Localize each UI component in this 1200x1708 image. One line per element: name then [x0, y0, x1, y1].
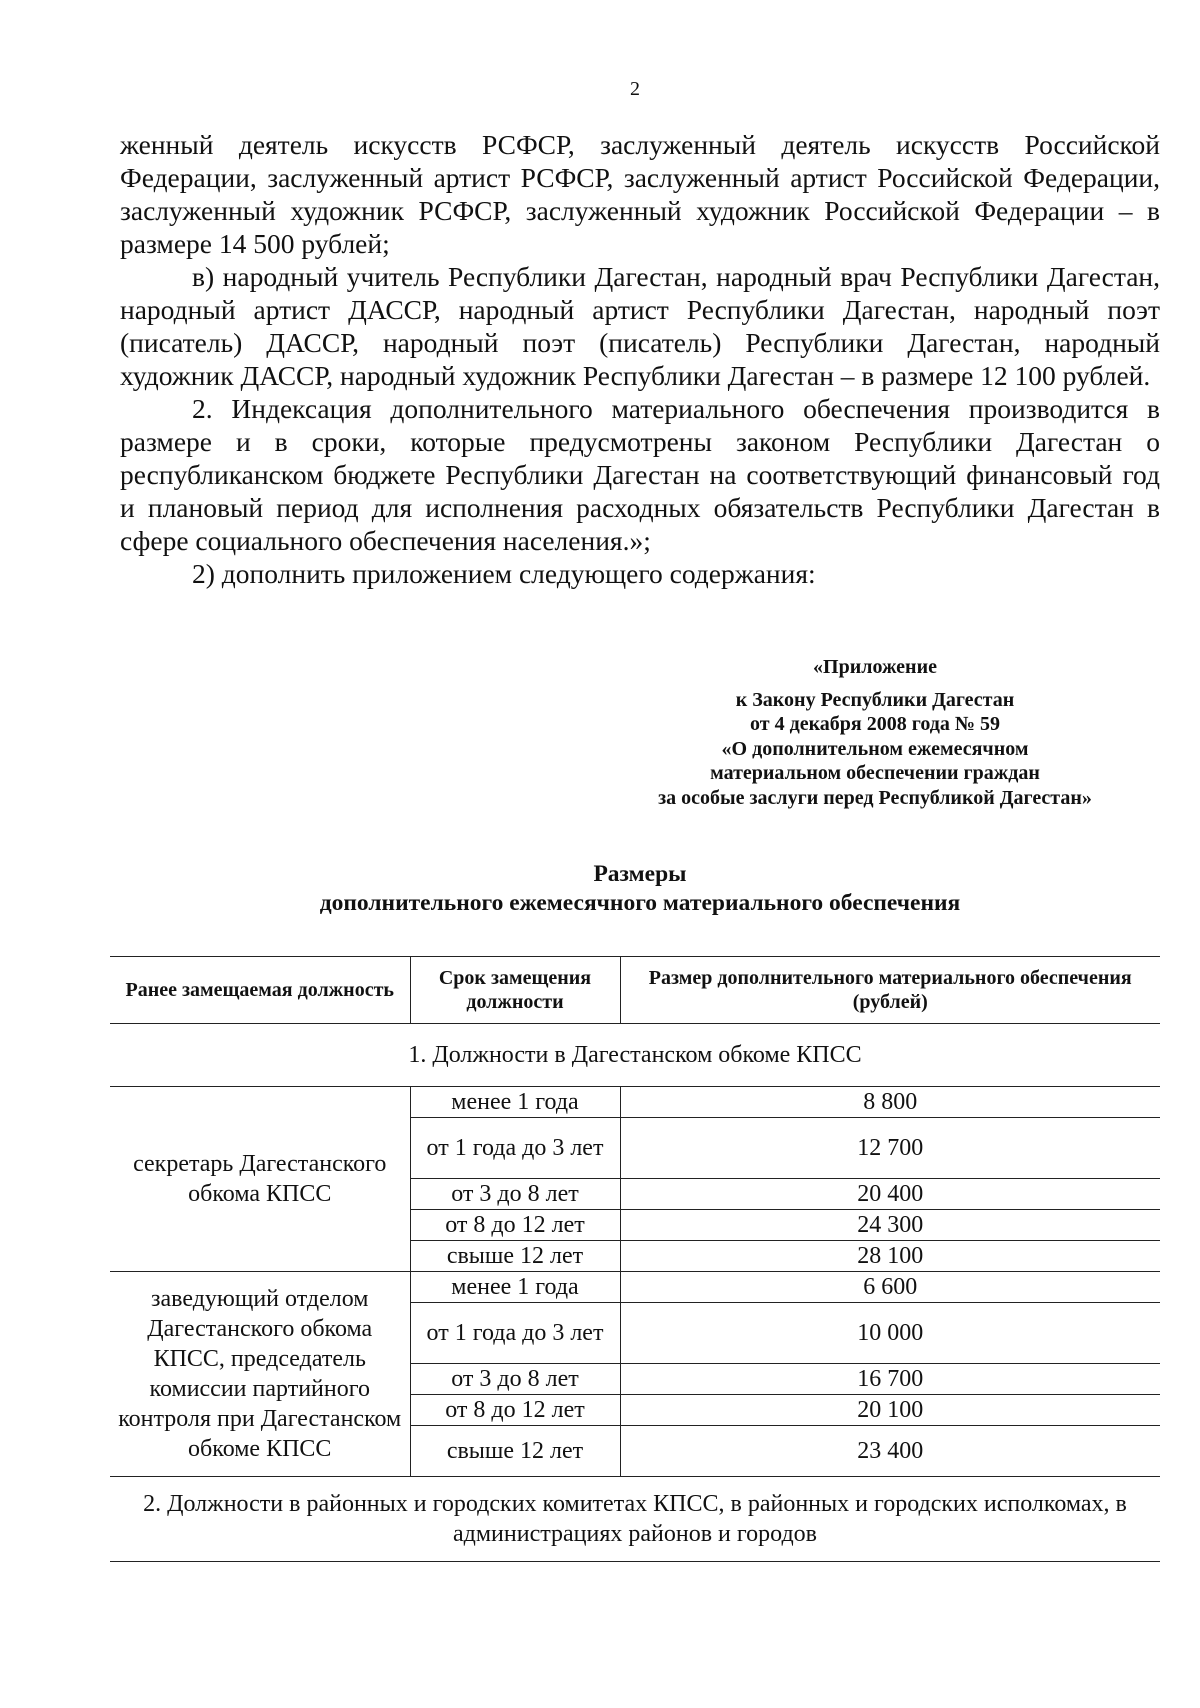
appendix-line: от 4 декабря 2008 года № 59: [750, 713, 1000, 735]
appendix-line: к Закону Республики Дагестан: [735, 688, 1015, 711]
term-cell: менее 1 года: [410, 1272, 620, 1303]
section-heading: 1. Должности в Дагестанском обкоме КПСС: [110, 1024, 1160, 1087]
position-cell: секретарь Дагестанского обкома КПСС: [110, 1087, 410, 1272]
table-title: [0, 860, 1200, 918]
appendix-heading: «Приложение: [813, 656, 937, 678]
appendix-line: за особые заслуги перед Республикой Дагестан»: [658, 786, 1092, 809]
paragraph: 2. Индексация дополнительного материального обеспечения производится в размере и в сроки, которые предусмотрены законом Республики Дагестан о республиканском бюджете Республики Дагестан на соответствующий финансовый год и плановый период для исполнения расходных обязательств Республики Дагестан в сфере социального обеспечения населения.»;: [120, 393, 1160, 556]
header-amount: Размер дополнительного материального обеспечения (рублей): [620, 957, 1160, 1024]
title-line: Размеры: [593, 861, 687, 887]
table-row: [110, 1087, 1160, 1118]
title-line: дополнительного ежемесячного материального обеспечения: [319, 890, 961, 916]
term-cell: от 3 до 8 лет: [410, 1179, 620, 1210]
body-text: [120, 128, 1160, 590]
term-cell: свыше 12 лет: [410, 1426, 620, 1477]
term-cell: от 1 года до 3 лет: [410, 1303, 620, 1364]
term-cell: свыше 12 лет: [410, 1241, 620, 1272]
paragraph: 2) дополнить приложением следующего содержания:: [192, 558, 816, 589]
section-row: [110, 1477, 1160, 1562]
appendix-spacer: [600, 680, 1150, 688]
appendix-header: [600, 655, 1150, 810]
term-cell: от 8 до 12 лет: [410, 1395, 620, 1426]
term-cell: от 8 до 12 лет: [410, 1210, 620, 1241]
table-header-row: [110, 957, 1160, 1024]
position-cell: заведующий отделом Дагестанского обкома КПСС, председатель комиссии партийного контроля при Дагестанском обкоме КПСС: [110, 1272, 410, 1477]
appendix-line: материальном обеспечении граждан: [710, 762, 1040, 784]
header-position: Ранее замещаемая должность: [110, 957, 410, 1024]
amount-cell: 12 700: [620, 1118, 1160, 1179]
term-cell: от 1 года до 3 лет: [410, 1118, 620, 1179]
amount-cell: 24 300: [620, 1210, 1160, 1241]
section-row: [110, 1024, 1160, 1087]
amount-cell: 20 100: [620, 1395, 1160, 1426]
page-number: 2: [630, 78, 640, 100]
paragraph: в) народный учитель Республики Дагестан, народный врач Республики Дагестан, народный артист ДАССР, народный артист Республики Дагестан, народный поэт (писатель) ДАССР, народный поэт (писатель) Республики Дагестан, народный художник ДАССР, народный художник Республики Дагестан – в размере 12 100 рублей.: [120, 261, 1160, 391]
paragraph: женный деятель искусств РСФСР, заслуженный деятель искусств Российской Федерации, заслуженный артист РСФСР, заслуженный артист Российской Федерации, заслуженный художник РСФСР, заслуженный художник Российской Федерации – в размере 14 500 рублей;: [120, 129, 1160, 259]
amount-cell: 6 600: [620, 1272, 1160, 1303]
header-term: Срок замещения должности: [410, 957, 620, 1024]
amount-cell: 8 800: [620, 1087, 1160, 1118]
table-row: [110, 1272, 1160, 1303]
term-cell: менее 1 года: [410, 1087, 620, 1118]
amount-cell: 28 100: [620, 1241, 1160, 1272]
appendix-line: «О дополнительном ежемесячном: [721, 737, 1029, 760]
amount-cell: 23 400: [620, 1426, 1160, 1477]
amount-cell: 10 000: [620, 1303, 1160, 1364]
amount-cell: 16 700: [620, 1364, 1160, 1395]
term-cell: от 3 до 8 лет: [410, 1364, 620, 1395]
amount-cell: 20 400: [620, 1179, 1160, 1210]
amounts-table: [110, 956, 1160, 1562]
section-heading: 2. Должности в районных и городских комитетах КПСС, в районных и городских исполкомах, в администрациях районов и городов: [110, 1477, 1160, 1562]
